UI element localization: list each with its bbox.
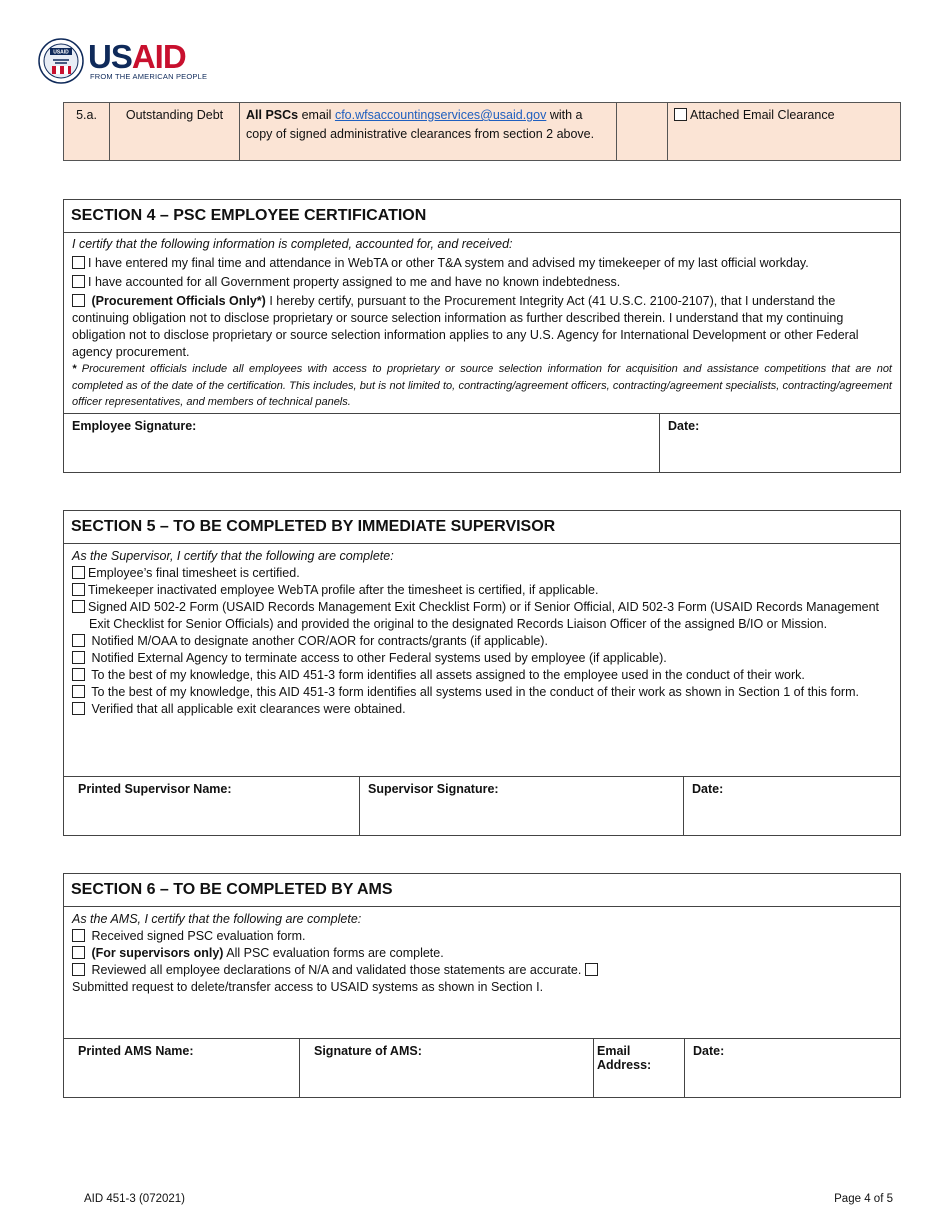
ams-date-field[interactable]: Date: xyxy=(693,1044,725,1058)
systems-identified-label: To the best of my knowledge, this AID 451-3 form identifies all systems used in the conduct of their work as shown in Section 1 of this form. xyxy=(88,685,859,699)
page-prefix: Page xyxy=(834,1193,865,1205)
section-6-item xyxy=(72,962,892,979)
form-id: AID 451-3 (072021) xyxy=(84,1193,186,1205)
timesheet-certified-checkbox[interactable] xyxy=(72,566,85,579)
records-form-checkbox[interactable] xyxy=(72,600,85,613)
email-suffix-text: with a copy of signed administrative clearances from section 2 above. xyxy=(246,108,595,141)
procurement-note xyxy=(72,361,892,411)
page-current: 4 xyxy=(864,1193,871,1205)
section-5-item xyxy=(72,599,892,633)
section-4-item-property xyxy=(72,274,892,291)
section-5-intro: As the Supervisor, I certify that the following are complete: xyxy=(72,549,394,563)
section-4-title: SECTION 4 – PSC EMPLOYEE CERTIFICATION xyxy=(64,200,900,233)
assets-identified-label: To the best of my knowledge, this AID 451-3 form identifies all assets assigned to the employee used in the conduct of their work. xyxy=(88,668,805,682)
section-5-item xyxy=(72,650,892,667)
attached-email-clearance-checkbox[interactable] xyxy=(674,108,687,121)
submitted-request-label: Submitted request to delete/transfer access to USAID systems as shown in Section I. xyxy=(72,980,544,994)
psc-evaluation-received-label: Received signed PSC evaluation form. xyxy=(88,929,306,943)
psc-evaluations-complete-checkbox[interactable] xyxy=(72,946,85,959)
usaid-logo xyxy=(38,38,208,86)
records-form-label: Signed AID 502-2 Form (USAID Records Management Exit Checklist Form) or if Senior Official, AID 502-3 Form (USAID Records Management Exit Checklist for Senior Officials) and provided the original to the designated Records Liaison Officer of the assigned B/IO or Mission. xyxy=(88,600,880,631)
ams-signature-field[interactable]: Signature of AMS: xyxy=(300,1039,594,1097)
email-prefix-text: email xyxy=(298,108,335,122)
section-4 xyxy=(63,199,901,473)
row-item: Outstanding Debt xyxy=(110,103,240,161)
psc-evaluation-received-checkbox[interactable] xyxy=(72,929,85,942)
section-4-item-procurement xyxy=(72,293,892,361)
page-total: 5 xyxy=(886,1193,893,1205)
supervisor-date-field[interactable]: Date: xyxy=(692,782,724,796)
notified-external-agency-label: Notified External Agency to terminate access to other Federal systems used by employee (if applicable). xyxy=(88,651,667,665)
notified-moaa-checkbox[interactable] xyxy=(72,634,85,647)
psc-evaluations-complete-label: All PSC evaluation forms are complete. xyxy=(223,946,444,960)
section-6 xyxy=(63,873,901,1098)
notified-external-agency-checkbox[interactable] xyxy=(72,651,85,664)
employee-date-field[interactable]: Date: xyxy=(668,419,700,433)
note-text: Procurement officials include all employees with access to proprietary or source selection information for acquisition and assistance competitions that are not completed as of the date of the certification. This includes, but is not limited to, contracting/agreement officers, contracting/agreement specialists, contracting/agreement officer representatives, and members of technical panels. xyxy=(72,363,892,408)
all-pscs-label: All PSCs xyxy=(246,108,299,122)
email-link[interactable]: cfo.wfsaccountingservices@usaid.gov xyxy=(334,108,547,122)
section-4-intro: I certify that the following information is completed, accounted for, and received: xyxy=(72,237,513,251)
section-6-item xyxy=(72,945,892,962)
submitted-request-checkbox[interactable] xyxy=(585,963,598,976)
for-supervisors-only-label: (For supervisors only) xyxy=(88,946,224,960)
na-declarations-label: Reviewed all employee declarations of N/A and validated those statements are accurate. xyxy=(88,963,582,977)
page-of: of xyxy=(870,1193,887,1205)
section-6-item xyxy=(72,928,892,945)
procurement-officials-checkbox[interactable] xyxy=(72,294,85,307)
section-5 xyxy=(63,510,901,836)
exit-clearances-label: Verified that all applicable exit clearances were obtained. xyxy=(88,702,406,716)
page-number xyxy=(834,1193,893,1205)
note-star: * xyxy=(72,363,77,375)
timesheet-certified-label: Employee’s final timesheet is certified. xyxy=(88,566,300,580)
section-5-item xyxy=(72,582,892,599)
printed-supervisor-name-field[interactable]: Printed Supervisor Name: xyxy=(64,777,360,835)
webta-inactivated-label: Timekeeper inactivated employee WebTA profile after the timesheet is certified, if applicable. xyxy=(88,583,599,597)
assets-identified-checkbox[interactable] xyxy=(72,668,85,681)
section-6-intro: As the AMS, I certify that the following are complete: xyxy=(72,912,362,926)
row-5a-table xyxy=(63,102,901,161)
procurement-officials-label: (Procurement Officials Only*) xyxy=(91,294,266,308)
section-4-body xyxy=(64,233,900,411)
section-6-signature-row xyxy=(64,1038,900,1097)
section-5-item xyxy=(72,701,892,718)
row-number: 5.a. xyxy=(64,103,110,161)
section-5-title: SECTION 5 – TO BE COMPLETED BY IMMEDIATE SUPERVISOR xyxy=(64,511,900,544)
section-5-item xyxy=(72,667,892,684)
printed-ams-name-field[interactable]: Printed AMS Name: xyxy=(64,1039,300,1097)
row-empty-cell xyxy=(617,103,668,161)
svg-text:USAID: USAID xyxy=(53,49,69,56)
government-property-checkbox[interactable] xyxy=(72,275,85,288)
section-5-item xyxy=(72,565,892,582)
usaid-wordmark: USAID xyxy=(88,38,186,75)
section-5-item xyxy=(72,633,892,650)
row-instructions xyxy=(240,103,617,161)
logo-tagline: FROM THE AMERICAN PEOPLE xyxy=(90,72,208,81)
na-declarations-checkbox[interactable] xyxy=(72,963,85,976)
usaid-seal-icon xyxy=(38,38,84,84)
section-5-body xyxy=(64,544,900,718)
section-5-item xyxy=(72,684,892,701)
employee-signature-field[interactable]: Employee Signature: xyxy=(64,414,660,472)
section-4-signature-row xyxy=(64,413,900,472)
webta-inactivated-checkbox[interactable] xyxy=(72,583,85,596)
section-4-item-time xyxy=(72,255,892,272)
attached-email-clearance-label: Attached Email Clearance xyxy=(690,108,835,122)
section-6-body xyxy=(64,907,900,996)
section-5-signature-row xyxy=(64,776,900,835)
notified-moaa-label: Notified M/OAA to designate another COR/AOR for contracts/grants (if applicable). xyxy=(88,634,548,648)
time-attendance-label: I have entered my final time and attendance in WebTA or other T&A system and advised my timekeeper of my last official workday. xyxy=(88,256,809,270)
exit-clearances-checkbox[interactable] xyxy=(72,702,85,715)
attached-email-clearance-cell xyxy=(668,103,901,161)
procurement-text: I hereby certify, pursuant to the Procurement Integrity Act (41 U.S.C. 2100-2107), that I understand the continuing obligation not to disclose proprietary or source selection information as further described therein. I understand that my continuing obligation not to disclose proprietary or source selection information applies to any U.S. Agency for International Development or other Federal agency procurement. xyxy=(72,294,859,359)
systems-identified-checkbox[interactable] xyxy=(72,685,85,698)
section-6-title: SECTION 6 – TO BE COMPLETED BY AMS xyxy=(64,874,900,907)
time-attendance-checkbox[interactable] xyxy=(72,256,85,269)
supervisor-signature-field[interactable]: Supervisor Signature: xyxy=(360,777,684,835)
government-property-label: I have accounted for all Government property assigned to me and have no known indebtedness. xyxy=(88,275,621,289)
ams-email-field[interactable]: Email Address: xyxy=(594,1039,685,1097)
